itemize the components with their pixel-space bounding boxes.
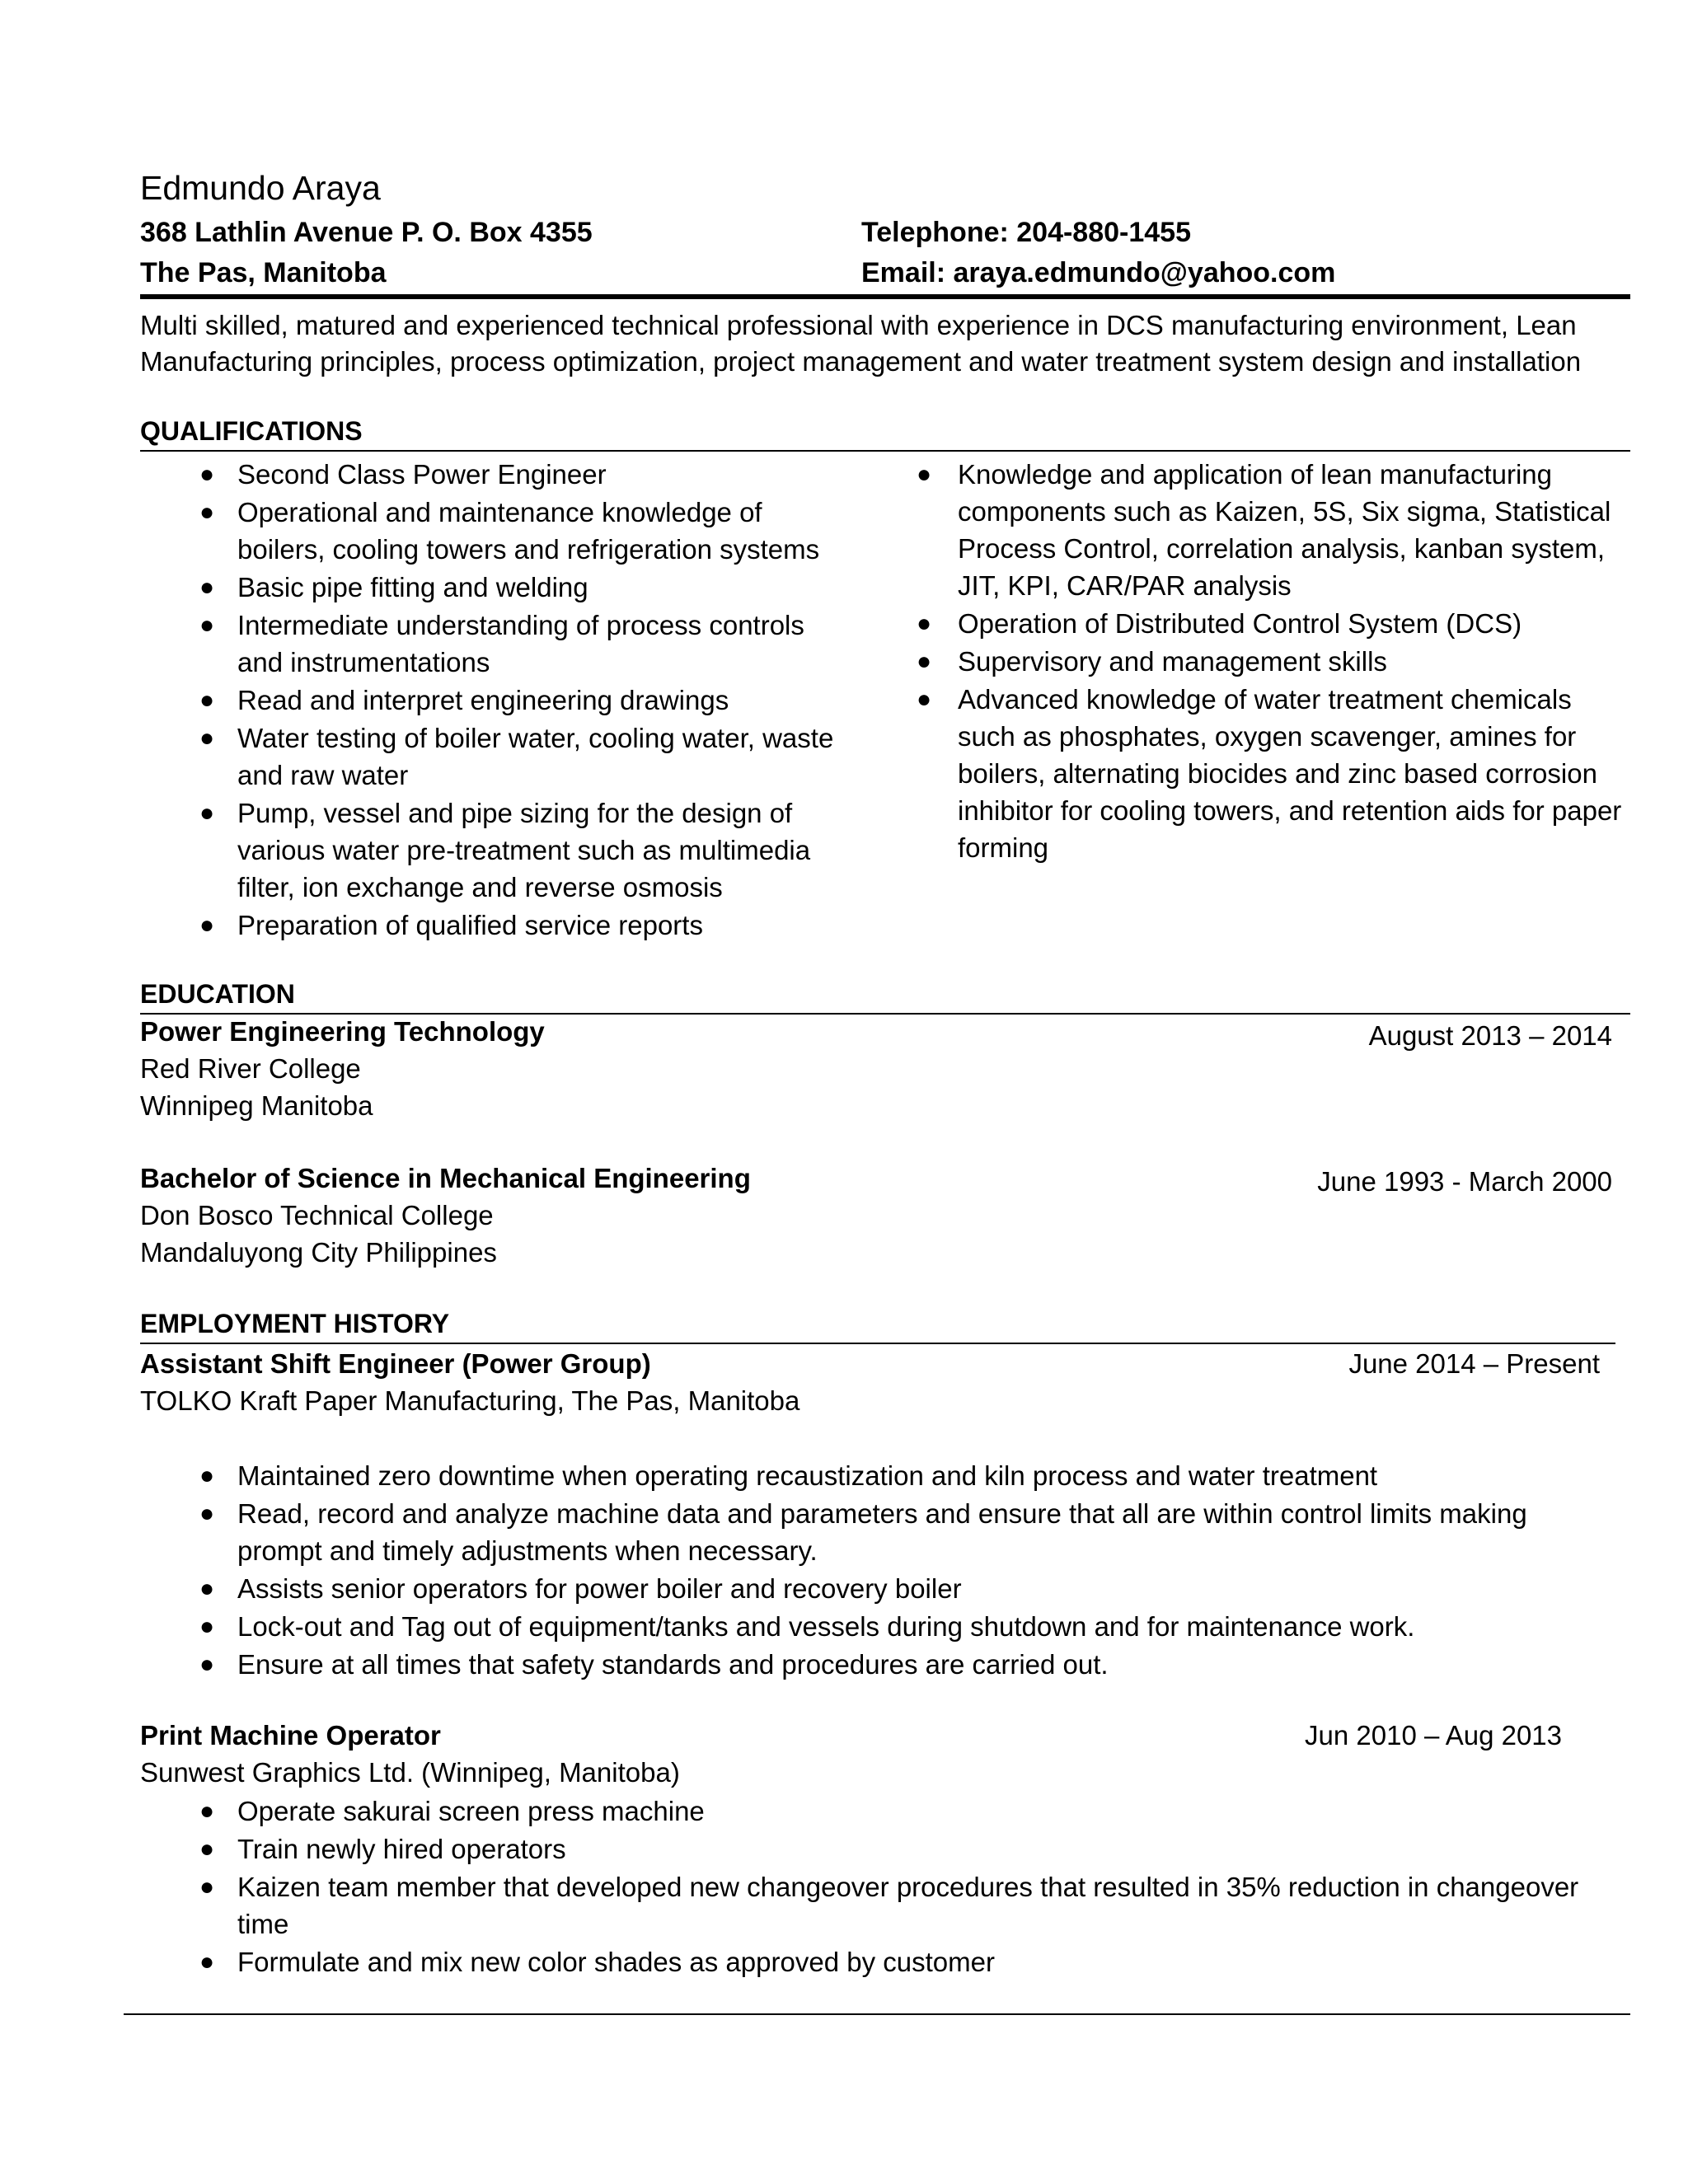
address-line-1: 368 Lathlin Avenue P. O. Box 4355 <box>140 217 593 248</box>
employment-heading: EMPLOYMENT HISTORY <box>140 1309 450 1338</box>
candidate-name: Edmundo Araya <box>140 169 381 207</box>
education-program-1: Power Engineering Technology <box>140 1016 545 1047</box>
list-item: ● Second Class Power Engineer <box>140 456 849 493</box>
telephone: Telephone: 204-880-1455 <box>861 217 1191 248</box>
list-item: ● Formulate and mix new color shades as approved by customer <box>140 1943 1591 1980</box>
education-dates-2: June 1993 - March 2000 <box>1317 1166 1612 1197</box>
list-item: ● Water testing of boiler water, cooling water, waste and raw water <box>140 719 849 794</box>
header-divider <box>140 294 1630 299</box>
email: Email: araya.edmundo@yahoo.com <box>861 257 1336 288</box>
list-item: ● Basic pipe fitting and welding <box>140 569 849 606</box>
bullet-icon: ● <box>199 1651 215 1678</box>
list-item: ● Train newly hired operators <box>140 1830 1591 1868</box>
address-line-2: The Pas, Manitoba <box>140 257 387 288</box>
bullet-icon: ● <box>199 1835 215 1863</box>
bullet-icon: ● <box>199 499 215 526</box>
list-item: ● Maintained zero downtime when operating recaustization and kiln process and water treatment <box>140 1457 1574 1494</box>
list-item: ● Operational and maintenance knowledge of boilers, cooling towers and refrigeration systems <box>140 494 849 568</box>
list-item: ● Knowledge and application of lean manufacturing components such as Kaizen, 5S, Six sigma, Statistical Process Control, correlation analysis, kanban system, JIT, KPI, CAR/PAR analysis <box>915 456 1632 604</box>
bullet-icon: ● <box>199 1500 215 1527</box>
job-duties-1 <box>140 1457 1574 1684</box>
job-dates-2: Jun 2010 – Aug 2013 <box>1305 1720 1562 1750</box>
list-item: ● Kaizen team member that developed new changeover procedures that resulted in 35% reduction in changeover time <box>140 1868 1591 1943</box>
bullet-icon: ● <box>199 1462 215 1489</box>
bullet-icon: ● <box>199 1948 215 1975</box>
list-item: ● Preparation of qualified service reports <box>140 907 849 944</box>
professional-summary: Multi skilled, matured and experienced technical professional with experience in DCS manufacturing environment, Lean Manufacturing principles, process optimization, project management and water treatment system design and installation <box>140 310 1582 377</box>
bullet-icon: ● <box>199 1873 215 1900</box>
list-item: ● Pump, vessel and pipe sizing for the design of various water pre-treatment such as multimedia filter, ion exchange and reverse osmosis <box>140 794 849 906</box>
bullet-icon: ● <box>199 724 215 752</box>
bullet-icon: ● <box>199 687 215 714</box>
education-program-2: Bachelor of Science in Mechanical Engineering <box>140 1163 751 1193</box>
education-school-2: Don Bosco Technical College <box>140 1200 494 1230</box>
list-item: ● Lock-out and Tag out of equipment/tanks and vessels during shutdown and for maintenance work. <box>140 1608 1574 1645</box>
education-school-1: Red River College <box>140 1053 361 1084</box>
job-position-1: Assistant Shift Engineer (Power Group) <box>140 1348 651 1379</box>
qualifications-heading: QUALIFICATIONS <box>140 416 363 446</box>
job-duties-2 <box>140 1793 1591 1981</box>
bullet-icon: ● <box>199 1575 215 1602</box>
job-dates-1: June 2014 – Present <box>1348 1348 1600 1379</box>
education-heading: EDUCATION <box>140 979 295 1009</box>
job-company-1: TOLKO Kraft Paper Manufacturing, The Pas, Manitoba <box>140 1385 800 1416</box>
bullet-icon: ● <box>917 461 932 488</box>
qualifications-right-list <box>915 456 1632 867</box>
bullet-icon: ● <box>199 574 215 601</box>
bullet-icon: ● <box>199 612 215 639</box>
list-item: ● Assists senior operators for power boiler and recovery boiler <box>140 1570 1574 1607</box>
bullet-icon: ● <box>199 912 215 939</box>
list-item: ● Intermediate understanding of process controls and instrumentations <box>140 607 849 681</box>
list-item: ● Ensure at all times that safety standards and procedures are carried out. <box>140 1646 1574 1683</box>
list-item: ● Supervisory and management skills <box>915 643 1632 680</box>
qualifications-divider <box>140 450 1630 452</box>
bullet-icon: ● <box>199 1613 215 1640</box>
education-location-2: Mandaluyong City Philippines <box>140 1237 497 1268</box>
bullet-icon: ● <box>917 610 932 637</box>
list-item: ● Advanced knowledge of water treatment chemicals such as phosphates, oxygen scavenger, amines for boilers, alternating biocides and zinc based corrosion inhibitor for cooling towers, and retention aids for paper forming <box>915 681 1632 866</box>
list-item: ● Read and interpret engineering drawings <box>140 682 849 719</box>
job-position-2: Print Machine Operator <box>140 1720 441 1750</box>
list-item: ● Operate sakurai screen press machine <box>140 1793 1591 1830</box>
bullet-icon: ● <box>917 686 932 713</box>
bullet-icon: ● <box>199 799 215 827</box>
list-item: ● Operation of Distributed Control System (DCS) <box>915 605 1632 642</box>
job-company-2: Sunwest Graphics Ltd. (Winnipeg, Manitoba) <box>140 1757 680 1788</box>
bullet-icon: ● <box>199 461 215 488</box>
bullet-icon: ● <box>199 1797 215 1825</box>
qualifications-left-list <box>140 456 849 944</box>
list-item: ● Read, record and analyze machine data and parameters and ensure that all are within control limits making prompt and timely adjustments when necessary. <box>140 1495 1574 1569</box>
employment-divider <box>140 1343 1615 1344</box>
bullet-icon: ● <box>917 648 932 675</box>
education-dates-1: August 2013 – 2014 <box>1368 1020 1612 1051</box>
education-location-1: Winnipeg Manitoba <box>140 1090 373 1121</box>
footer-divider <box>124 2013 1630 2015</box>
